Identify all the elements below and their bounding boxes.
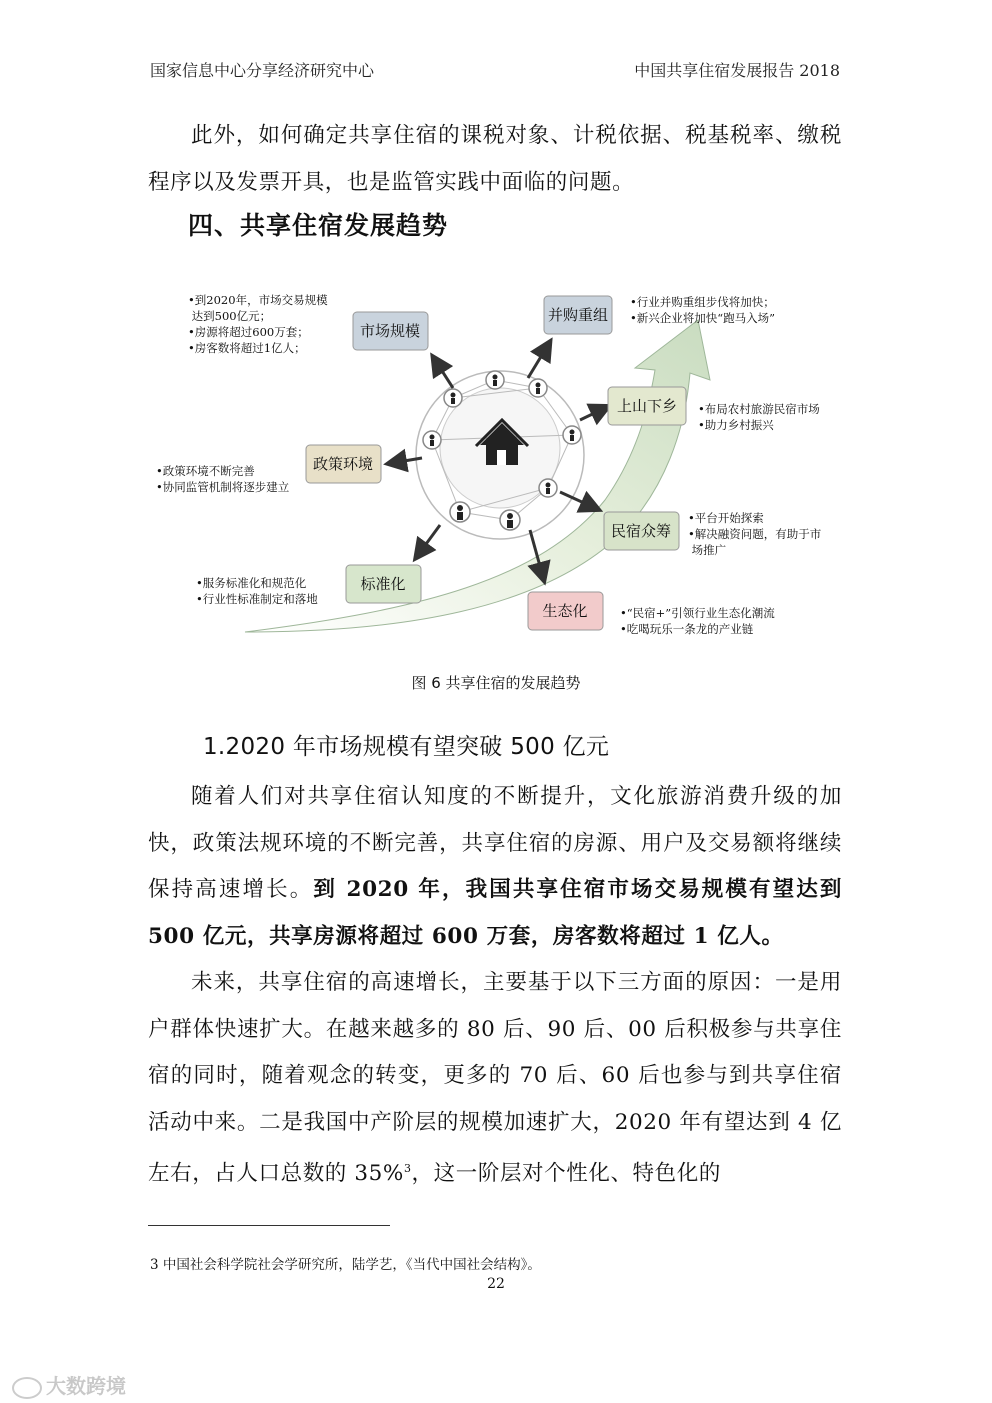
node-crowd [604,512,679,550]
bullet: 达到500亿元； [191,309,272,323]
node-crowd-label: 民宿众筹 [610,522,672,540]
page-number: 22 [487,1276,505,1292]
watermark-logo-icon [12,1377,42,1399]
subheading: 1.2020 年市场规模有望突破 500 亿元 [203,734,610,760]
bullet: •平台开始探索 [688,511,764,525]
bullet: •助力乡村振兴 [698,418,774,432]
paragraph-2 [148,960,842,1198]
node-policy [306,445,381,483]
bullet: •行业并购重组步伐将加快； [630,295,775,309]
footnote: 3 中国社会科学院社会学研究所，陆学艺，《当代中国社会结构》。 [150,1257,541,1273]
paragraph-1-bold: 到 2020 年，我国共享住宿市场交易规模有望达到 500 亿元，共享房源将超过 600 万套，房客数将超过 1 亿人。 [148,877,842,949]
node-rural-label: 上山下乡 [616,397,678,415]
paragraph-1-text: 随着人们对共享住宿认知度的不断提升，文化旅游消费升级的加快，政策法规环境的不断完善，共享住宿的房源、用户及交易额将继续保持高速增长。 [148,784,842,902]
bullets-policy [156,463,289,495]
bullet: •房客数将超过1亿人； [188,341,306,355]
bullet: •政策环境不断完善 [156,464,255,478]
bullet: •解决融资问题，有助于市 [688,527,822,541]
bullet: •吃喝玩乐一条龙的产业链 [620,622,754,636]
trend-diagram [150,280,850,665]
bullet: •到2020年，市场交易规模 [188,293,328,307]
paragraph-2-tail: ，这一阶层对个性化、特色化的 [411,1161,721,1187]
node-merger [544,296,612,334]
header-left: 国家信息中心分享经济研究中心 [150,61,375,80]
bullet: •服务标准化和规范化 [196,576,307,590]
footnote-divider [148,1225,390,1226]
watermark [12,1370,126,1399]
paragraph-1 [148,774,842,960]
intro-paragraph: 此外，如何确定共享住宿的课税对象、计税依据、税基税率、缴税程序以及发票开具，也是监管实践中面临的问题。 [148,123,842,195]
node-eco [528,592,603,630]
node-policy-label: 政策环境 [312,455,374,473]
node-standard [346,565,421,603]
watermark-text: 大数跨境 [46,1374,126,1398]
node-eco-label: 生态化 [542,602,588,620]
paragraph-2-text: 未来，共享住宿的高速增长，主要基于以下三方面的原因：一是用户群体快速扩大。在越来越多的 80 后、90 后、00 后积极参与共享住宿的同时，随着观念的转变，更多的 70 后、60 后也参与到共享住宿活动中来。二是我国中产阶层的规模加速扩大，2020 年有望达到 4 亿左右，占人口总数的 35% [148,970,842,1187]
bullet: •房源将超过600万套； [188,325,309,339]
figure-caption: 图 6 共享住宿的发展趋势 [411,674,581,692]
node-standard-label: 标准化 [360,575,406,593]
bullets-rural [698,401,820,433]
footnote-ref: 3 [403,1162,412,1175]
bullets-crowd [688,510,821,558]
bullet: •新兴企业将加快“跑马入场” [630,311,776,325]
node-rural [608,387,686,425]
bullet: 场推广 [691,543,727,557]
bullets-market [188,292,328,356]
bullet: •行业性标准制定和落地 [196,592,318,606]
node-market-label: 市场规模 [359,322,421,340]
node-market [353,312,428,350]
bullet: •“民宿+”引领行业生态化潮流 [620,606,775,620]
bullets-standard [196,575,318,607]
node-merger-label: 并购重组 [547,306,609,324]
bullet: •协同监管机制将逐步建立 [156,480,290,494]
bullets-merger [630,294,775,326]
bullet: •布局农村旅游民宿市场 [698,402,820,416]
section-heading: 四、共享住宿发展趋势 [188,211,449,240]
header-right: 中国共享住宿发展报告 2018 [634,61,840,80]
bullets-eco [620,605,775,637]
